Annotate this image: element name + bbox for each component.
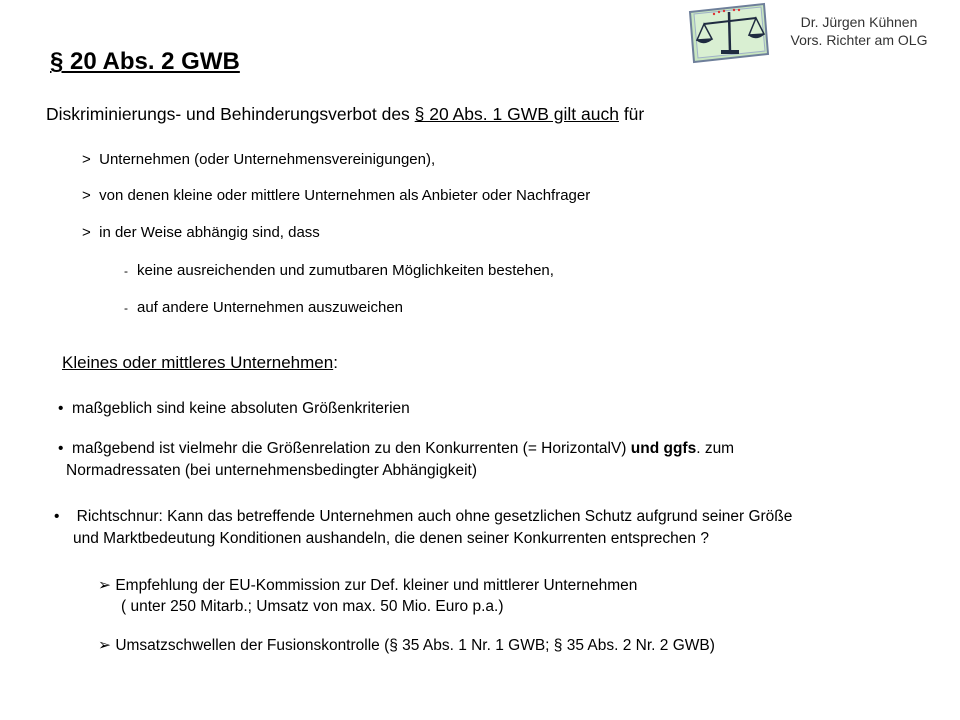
condition-item (82, 187, 590, 204)
condition-item (82, 151, 435, 168)
arrow-text: Empfehlung der EU-Kommission zur Def. kleiner und mittlerer Unternehmen (115, 577, 638, 594)
arrow-continuation: ( unter 250 Mitarb.; Umsatz von max. 50 Mio. Euro p.a.) (121, 598, 504, 615)
intro-text (46, 104, 644, 125)
page-title: § 20 Abs. 2 GWB (50, 48, 240, 75)
arrow-item (98, 636, 715, 655)
bullet-item: • maßgebend ist vielmehr die Größenrelation zu den Konkurrenten (= HorizontalV) und ggfs. zum (58, 440, 735, 457)
bullet-continuation: Normadressaten (bei unternehmensbedingter Abhängigkeit) (66, 462, 477, 479)
condition-text: von denen kleine oder mittlere Unternehmen als Anbieter oder Nachfrager (99, 187, 591, 204)
author-block (776, 13, 942, 49)
author-title: Vors. Richter am OLG (790, 32, 928, 48)
subcondition-item (124, 299, 403, 316)
bullet-text: maßgeblich sind keine absoluten Größenkriterien (72, 400, 410, 417)
section-heading-colon: : (333, 353, 338, 372)
subcondition-marker: - (124, 264, 128, 278)
intro-after: für (618, 104, 645, 124)
subcondition-text: keine ausreichenden und zumutbaren Möglichkeiten bestehen, (137, 262, 554, 279)
bullet-text: maßgebend ist vielmehr die Größenrelation zu den Konkurrenten (= HorizontalV) (72, 440, 631, 457)
bullet-item: • maßgeblich sind keine absoluten Größenkriterien (58, 400, 410, 417)
condition-text: Unternehmen (oder Unternehmensvereinigungen), (99, 151, 436, 168)
condition-text: in der Weise abhängig sind, dass (99, 224, 320, 241)
scales-of-justice-icon (686, 2, 772, 64)
arrow-right-icon: ➢ (98, 637, 111, 654)
arrow-right-icon: ➢ (98, 577, 111, 594)
section-heading (62, 353, 338, 373)
intro-underlined: § 20 Abs. 1 GWB gilt auch (414, 104, 619, 124)
author-name: Dr. Jürgen Kühnen (800, 14, 918, 30)
subcondition-marker: - (124, 301, 128, 315)
intro-before: Diskriminierungs- und Behinderungsverbot des (46, 104, 415, 124)
bullet-bold: und ggfs (630, 440, 697, 457)
condition-marker: > (82, 224, 91, 241)
bullet-text: Richtschnur: Kann das betreffende Unternehmen auch ohne gesetzlichen Schutz aufgrund seiner Größe (76, 508, 793, 525)
bullet-text-end: . zum (696, 440, 735, 457)
condition-item (82, 224, 320, 241)
bullet-continuation: und Marktbedeutung Konditionen aushandeln, die denen seiner Konkurrenten entsprechen ? (73, 530, 709, 547)
bullet-item: • Richtschnur: Kann das betreffende Unternehmen auch ohne gesetzlichen Schutz aufgrund seiner Größe (54, 508, 793, 525)
section-heading-text: Kleines oder mittleres Unternehmen (62, 353, 334, 372)
arrow-text: Umsatzschwellen der Fusionskontrolle (§ 35 Abs. 1 Nr. 1 GWB; § 35 Abs. 2 Nr. 2 GWB) (115, 637, 715, 654)
arrow-item (98, 576, 637, 595)
subcondition-text: auf andere Unternehmen auszuweichen (137, 299, 404, 316)
condition-marker: > (82, 187, 91, 204)
condition-marker: > (82, 151, 91, 168)
subcondition-item (124, 262, 554, 279)
